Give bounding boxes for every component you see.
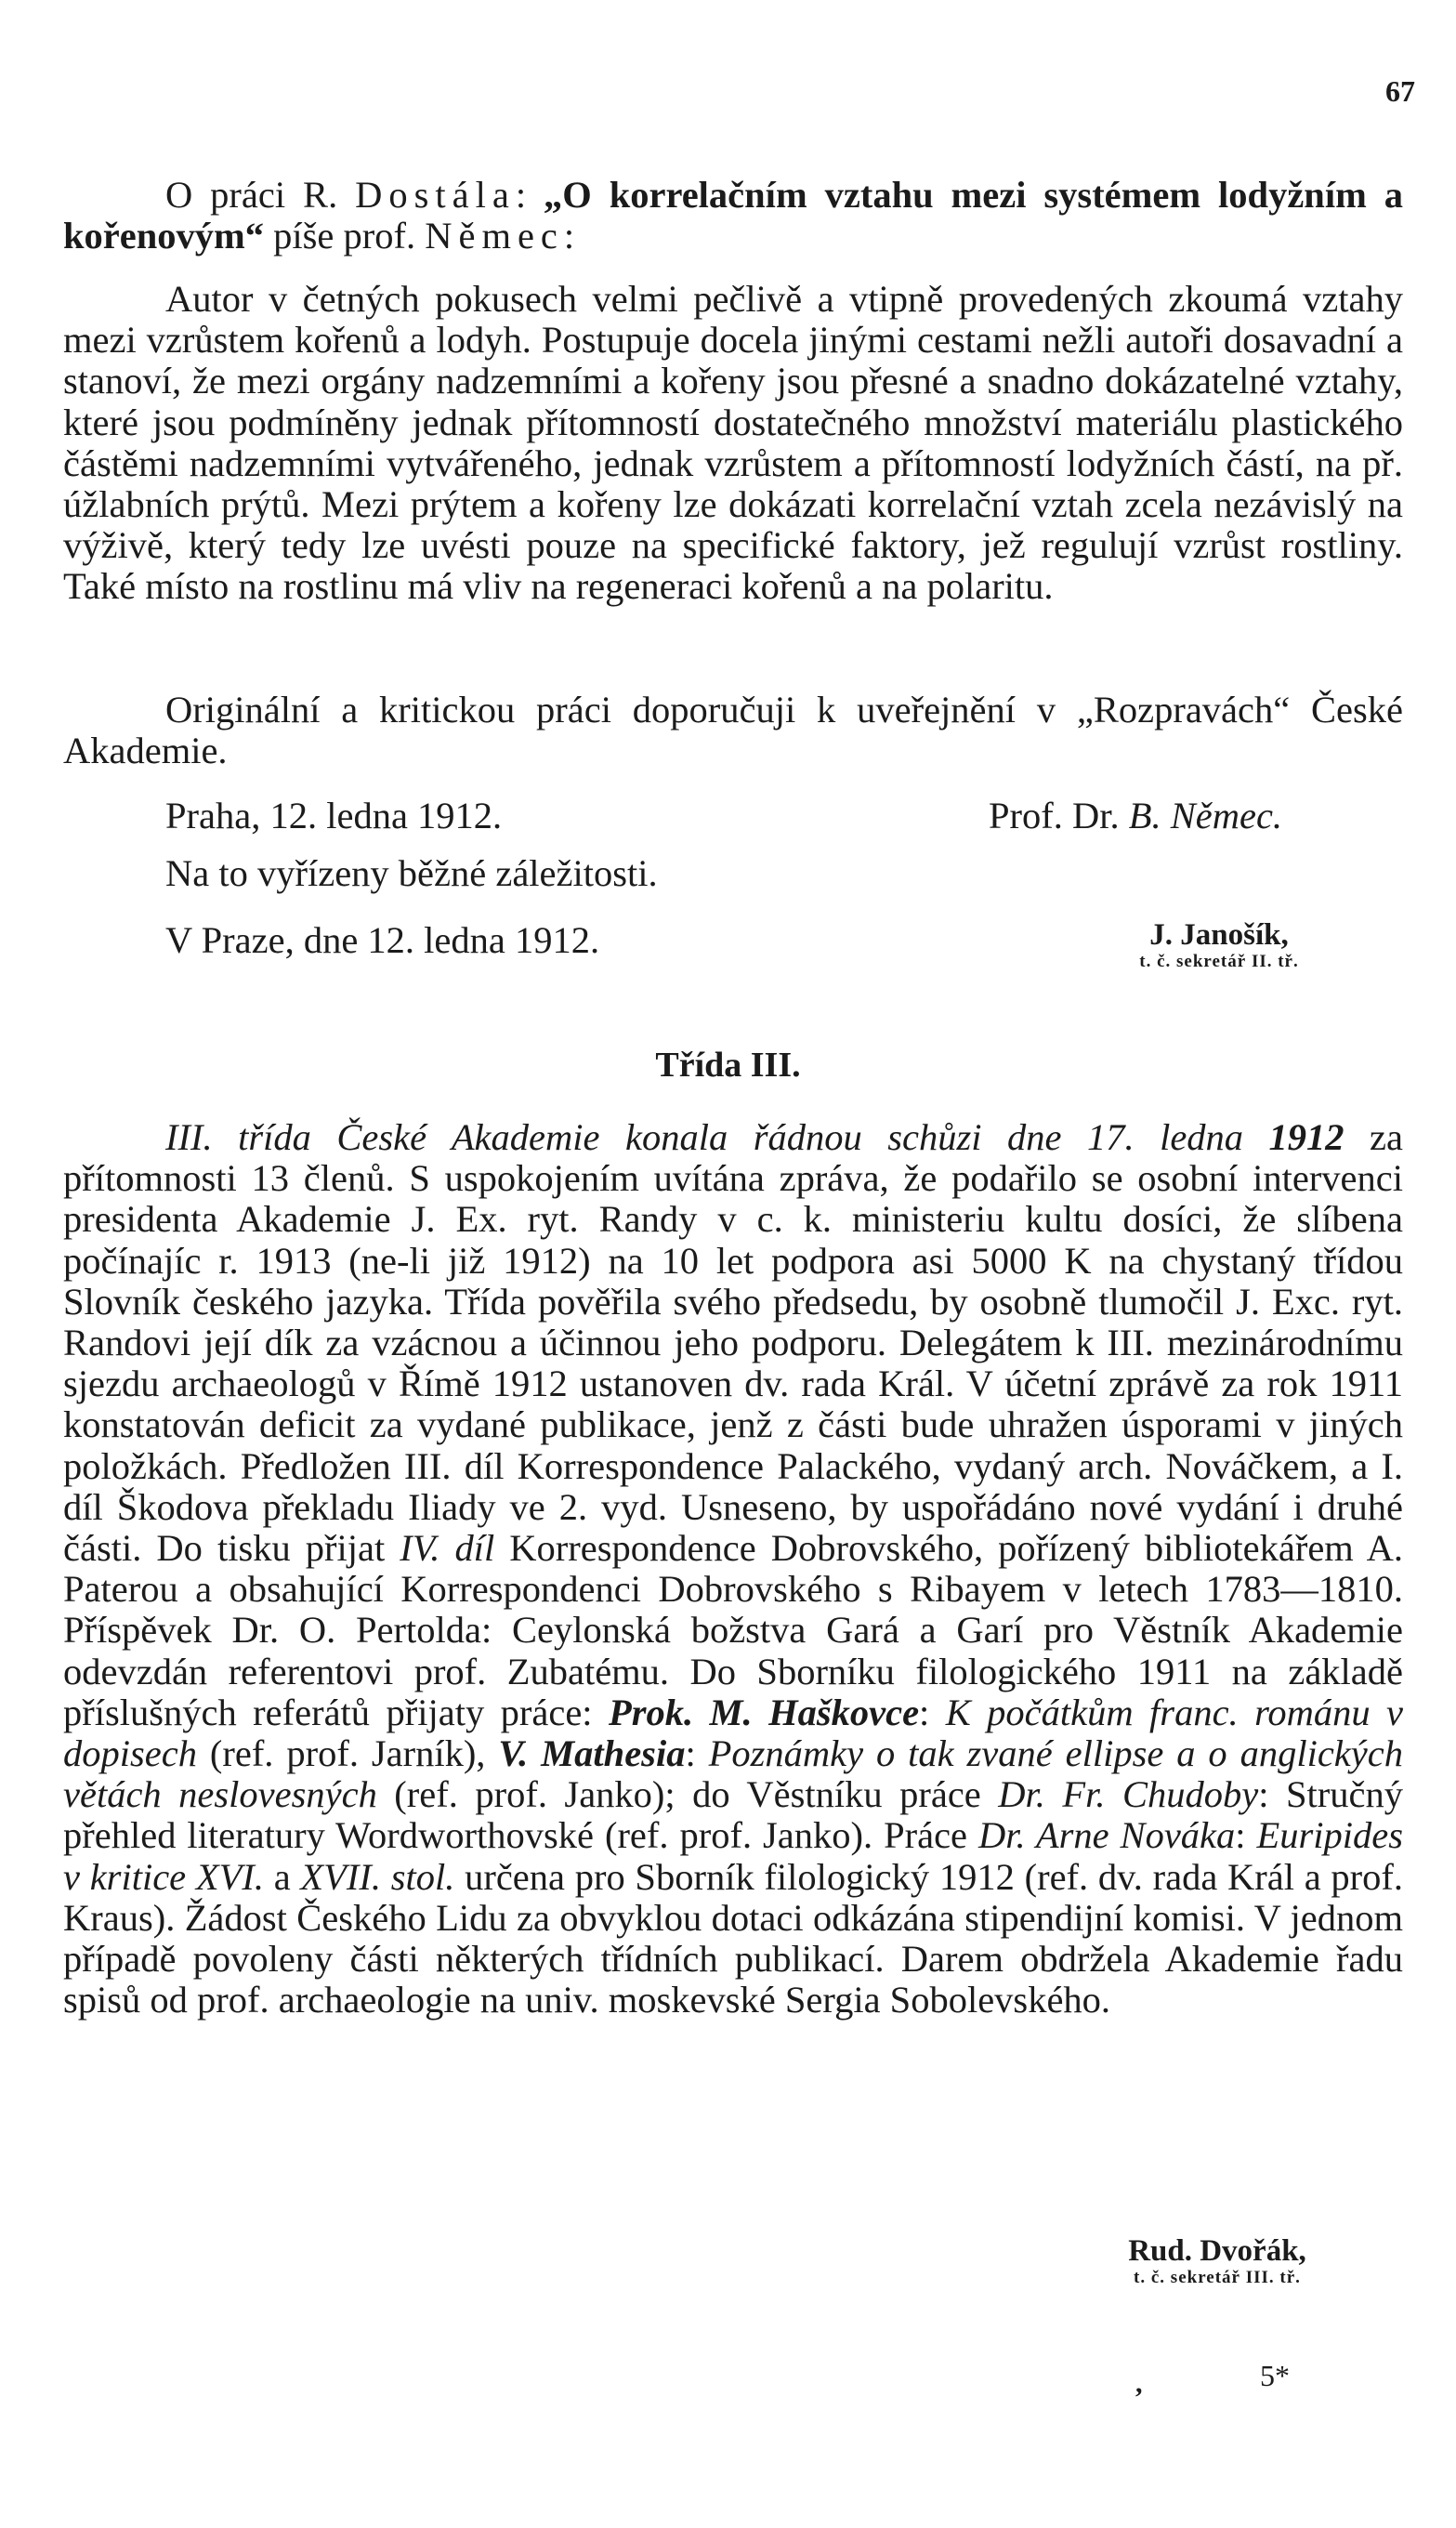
sep-4: a	[263, 1855, 301, 1898]
secretary-name-1: J. Janošík,	[1149, 918, 1289, 952]
report-text-3: (ref. prof. Jarník),	[196, 1732, 499, 1775]
intro-colon: :	[515, 174, 544, 216]
class-three-report	[63, 1117, 1403, 2021]
review-intro-paragraph	[63, 175, 1403, 257]
report-text-4: (ref. prof. Janko); do Věstníku práce	[376, 1773, 999, 1816]
page-number: 67	[1385, 74, 1415, 108]
meeting-year: 1912	[1268, 1116, 1345, 1158]
recommendation-paragraph: Originální a kritickou práci doporučuji k uveřejnění v „Rozpravách“ České Akademie.	[63, 689, 1403, 772]
secretary-signature-1	[1080, 918, 1358, 972]
secretary-title-2: t. č. sekretář III. tř.	[1134, 2268, 1301, 2287]
work-title-3a: Euripides v kritice XVI.	[63, 1814, 1403, 1898]
meeting-intro: III. třída České Akademie konala řádnou schůzi dne 17. ledna	[165, 1116, 1269, 1158]
sheet-signature-mark: 5*	[1260, 2359, 1290, 2392]
work-title-3b: XVII. stol.	[300, 1855, 455, 1898]
signatory-name: B. Němec.	[1128, 795, 1283, 836]
reviewer-name: Němec	[425, 215, 564, 257]
secretary-name-2: Rud. Dvořák,	[1128, 2234, 1306, 2268]
report-text-5: : Stručný přehled literatury Wordworthovské (ref. prof. Janko). Práce	[63, 1773, 1404, 1857]
review-paragraph: Autor v četných pokusech velmi pečlivě a vtipně provedených zkoumá vztahy mezi vzrůstem kořenů a lodyh. Postupuje docela jinými cestami nežli autoři dosavadní a stanoví, že mezi orgány nadzemními a kořeny jsou přesné a snadno dokázatelné vztahy, které jsou podmíněny jednak přítomností dostatečného množství materiálu plastického částěmi nadzemními vytvářeného, jednak vzrůstem a přítomností lodyžních částí, na př. úžlabních prýtů. Mezi prýtem a kořeny lze dokázati korrelační vztah zcela nezávislý na výživě, který tedy lze uvésti pouze na specifické faktory, jež regulují vzrůst rostliny. Také místo na rostlinu má vliv na regeneraci kořenů a na polaritu.	[63, 278, 1403, 608]
paper-title: „O korrelačním vztahu mezi systémem lodyžním a kořenovým“	[63, 174, 1403, 257]
work-title-2: Poznámky o tak zvané ellipse a o anglických větách neslovesných	[63, 1732, 1403, 1816]
secretary-title-1: t. č. sekretář II. tř.	[1139, 952, 1299, 971]
sep-2: :	[685, 1732, 709, 1775]
work-title-1: K počátkům franc. románu v dopisech	[63, 1691, 1404, 1775]
report-text-1: za přítomnosti 13 členů. S uspokojením uvítána zpráva, že podařilo se osobní intervenci presidenta Akademie J. Ex. ryt. Randy v c. k. ministeriu kultu dosíci, že slíbena počínajíc r. 1913 (ne-li již 1912) na 10 let podpora asi 5000 K na chystaný třídou Slovník českého jazyka. Třída pověřila svého předsedu, by osobně tlumočil J. Exc. ryt. Randovi její dík za vzácnou a účinnou jeho podporu. Delegátem k III. mezinárodnímu sjezdu archaeologů v Římě 1912 ustanoven dv. rada Král. V účetní zprávě za rok 1911 konstatován deficit za vydané publikace, jenž z části bude uhražen úsporami v jiných položkách. Předložen III. díl Korrespondence Palackého, vydaný arch. Nováčkem, a I. díl Škodova překladu Iliady ve 2. vyd. Usneseno, by uspořádáno nové vydání i druhé části. Do tisku přijat	[63, 1116, 1403, 1570]
report-text-6: určena pro Sborník filologický 1912 (ref. dv. rada Král a prof. Kraus). Žádost Českého Lidu za obvyklou dotaci odkázána stipendijní komisi. V jednom případě povoleny části některých třídních publikací. Darem obdržela Akademie řadu spisů od prof. archaeologie na univ. moskevské Sergia Sobolevského.	[63, 1855, 1404, 2021]
intro-suffix: :	[563, 215, 575, 257]
intro-mid: píše prof.	[264, 215, 426, 257]
settled-matters: Na to vyřízeny běžné záležitosti.	[165, 852, 658, 894]
secretary-signature-2	[1078, 2234, 1357, 2288]
signatory-prefix: Prof. Dr.	[989, 795, 1129, 836]
author-name: Dostála	[355, 174, 516, 216]
author-novak: Dr. Arne Nováka	[978, 1814, 1236, 1857]
author-mathesius: V. Mathesia	[498, 1732, 686, 1775]
printer-dot: ,	[1135, 2368, 1143, 2399]
recommendation	[63, 690, 1403, 771]
place-date: V Praze, dne 12. ledna 1912.	[165, 919, 600, 961]
sep-1: :	[919, 1691, 946, 1733]
section-heading: Třída III.	[655, 1046, 801, 1085]
review-body	[63, 279, 1403, 608]
intro-prefix: O práci R.	[165, 174, 356, 216]
sep-3: :	[1235, 1814, 1257, 1857]
author-haskovec: Prok. M. Haškovce	[608, 1691, 920, 1733]
author-chudoba: Dr. Fr. Chudoby	[998, 1773, 1259, 1816]
report-text-2: Korrespondence Dobrovského, pořízený bibliotekářem A. Paterou a obsahující Korrespondenci Dobrovského s Ribayem v letech 1783—1810. Příspěvek Dr. O. Pertolda: Ceylonská božstva Gará a Garí pro Věstník Akademie odevzdán referentovi prof. Zubatému. Do Sborníku filologického 1911 na základě příslušných referátů přijaty práce:	[63, 1527, 1404, 1733]
class-three-paragraph	[63, 1117, 1403, 2021]
review-date: Praha, 12. ledna 1912.	[165, 795, 503, 836]
review-intro	[63, 175, 1403, 257]
review-signatory	[989, 796, 1282, 836]
volume-ref: IV. díl	[400, 1527, 495, 1570]
